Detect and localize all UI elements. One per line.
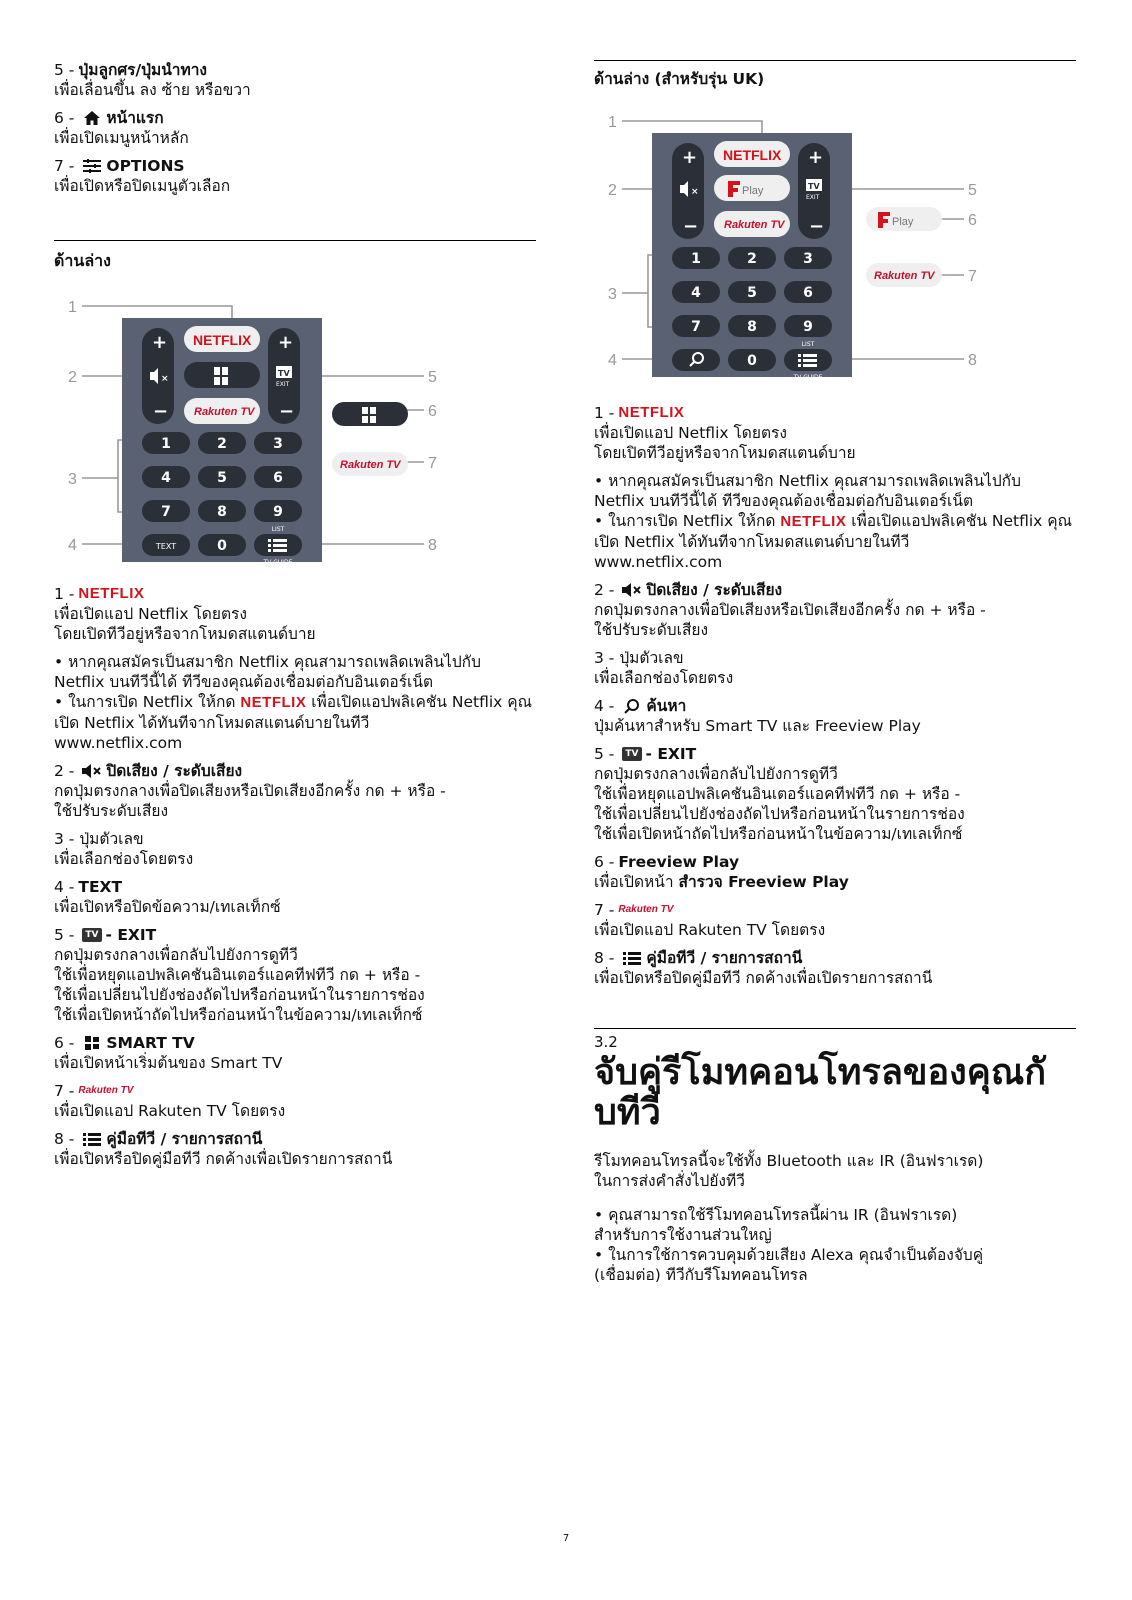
entry-number: 8 - bbox=[594, 949, 615, 967]
bullet-text: • หากคุณสมัครเป็นสมาชิก Netflix คุณสามารถเพลิดเพลินไปกับ Netflix บนทีวีนี้ได้ ทีวีของคุณต้องเชื่อมต่อกับอินเตอร์เน็ต bbox=[594, 472, 1021, 510]
chapter-paragraph: รีโมทคอนโทรลนี้จะใช้ทั้ง Bluetooth และ IR (อินฟราเรด) ในการส่งคำสั่งไปยังทีวี bbox=[594, 1152, 984, 1190]
entry-number-keys bbox=[594, 648, 1076, 688]
entry-title: TEXT bbox=[78, 878, 123, 896]
entry-desc: กดปุ่มตรงกลางเพื่อปิดเสียงหรือเปิดเสียงอีกครั้ง กด + หรือ - bbox=[54, 782, 446, 800]
netflix-logo: NETFLIX bbox=[780, 513, 847, 530]
svg-text:−: − bbox=[153, 401, 169, 422]
entry-arrow-keys bbox=[54, 60, 536, 100]
svg-text:+: + bbox=[278, 332, 294, 353]
entry-desc: เพื่อเลื่อนขึ้น ลง ซ้าย หรือขวา bbox=[54, 81, 251, 99]
bullet-text: • ในการเปิด Netflix ให้กด NETFLIX เพื่อเปิดแอปพลิเคชัน Netflix คุณเปิด Netflix ได้ทันทีจากโหมดสแตนด์บายในทีวี bbox=[594, 512, 1072, 551]
section-title: ด้านล่าง (สำหรับรุ่น UK) bbox=[594, 70, 765, 88]
svg-text:−: − bbox=[809, 216, 825, 237]
entry-options bbox=[54, 156, 536, 196]
svg-text:5: 5 bbox=[747, 285, 757, 301]
entry-number: 7 - bbox=[54, 157, 75, 175]
entry-smart-tv bbox=[54, 1033, 536, 1073]
entry-number-keys bbox=[54, 829, 536, 869]
netflix-logo: NETFLIX bbox=[240, 694, 307, 711]
entry-desc: เพื่อเปิดแอป Rakuten TV โดยตรง bbox=[54, 1102, 286, 1120]
entry-desc: ใช้เพื่อเปลี่ยนไปยังช่องถัดไปหรือก่อนหน้าในรายการช่อง bbox=[54, 986, 425, 1004]
svg-text:−: − bbox=[683, 216, 699, 237]
rakuten-logo: Rakuten TV bbox=[618, 904, 674, 915]
entry-number: 6 - bbox=[594, 853, 615, 871]
svg-text:+: + bbox=[152, 332, 168, 353]
svg-text:+: + bbox=[682, 147, 698, 168]
entry-desc: เพื่อเปิดหรือปิดเมนูตัวเลือก bbox=[54, 177, 231, 195]
svg-text:+: + bbox=[808, 147, 824, 168]
entry-number: 2 - bbox=[594, 581, 615, 599]
entry-number: 5 - bbox=[54, 61, 75, 79]
chapter-bullets: • คุณสามารถใช้รีโมทคอนโทรลนี้ผ่าน IR (อินฟราเรด) สำหรับการใช้งานส่วนใหญ่ • ในการใช้การควบคุมด้วยเสียง Alexa คุณจำเป็นต้องจับคู่ (เชื่อมต่อ) ทีวีกับรีโมทคอนโทรล bbox=[594, 1206, 984, 1284]
entry-number: 5 - bbox=[594, 745, 615, 763]
entry-desc: เพื่อเปิดหน้า สำรวจ Freeview Play bbox=[594, 873, 849, 891]
chapter-number: 3.2 bbox=[594, 1028, 1076, 1051]
svg-text:7: 7 bbox=[161, 504, 171, 520]
entry-netflix bbox=[54, 584, 536, 753]
entry-volume bbox=[594, 580, 1076, 640]
svg-text:0: 0 bbox=[217, 538, 227, 554]
svg-text:8: 8 bbox=[968, 352, 977, 369]
remote-diagram-uk bbox=[594, 107, 1076, 381]
entry-desc: กดปุ่มตรงกลางเพื่อกลับไปยังการดูทีวี bbox=[54, 946, 298, 964]
tv-icon: TV bbox=[622, 747, 641, 761]
entry-number: 5 - bbox=[54, 926, 75, 944]
entry-desc: เพื่อเปิดหรือปิดคู่มือทีวี กดค้างเพื่อเปิดรายการสถานี bbox=[54, 1150, 393, 1168]
svg-text:2: 2 bbox=[217, 436, 227, 452]
right-column bbox=[594, 60, 1076, 1293]
callout-4: 4 bbox=[68, 537, 77, 554]
svg-text:4: 4 bbox=[691, 285, 701, 301]
entry-number: 1 - bbox=[594, 404, 615, 422]
tv-icon: TV bbox=[82, 928, 101, 942]
bullet-text: • หากคุณสมัครเป็นสมาชิก Netflix คุณสามารถเพลิดเพลินไปกับ Netflix บนทีวีนี้ได้ ทีวีของคุณต้องเชื่อมต่อกับอินเตอร์เน็ต bbox=[54, 653, 481, 691]
svg-text:TV: TV bbox=[278, 369, 290, 378]
svg-text:TV GUIDE: TV GUIDE bbox=[263, 559, 293, 566]
svg-text:Rakuten TV: Rakuten TV bbox=[724, 219, 785, 231]
svg-text:4: 4 bbox=[608, 352, 617, 369]
options-icon bbox=[82, 157, 102, 175]
netflix-logo: NETFLIX bbox=[78, 585, 145, 602]
entry-desc: เพื่อเปิดแอป Netflix โดยตรง bbox=[54, 605, 247, 623]
entry-desc: ใช้เพื่อหยุดแอปพลิเคชันอินเตอร์แอคทีฟทีวี กด + หรือ - bbox=[54, 966, 421, 984]
entry-number: 6 - bbox=[54, 109, 75, 127]
entry-number: 1 - bbox=[54, 585, 75, 603]
entry-title: - EXIT bbox=[105, 926, 157, 944]
svg-text:Rakuten TV: Rakuten TV bbox=[340, 459, 401, 471]
entry-rakuten bbox=[54, 1081, 536, 1121]
callout-1: 1 bbox=[68, 299, 77, 316]
svg-text:6: 6 bbox=[968, 212, 977, 229]
entry-number: 3 - bbox=[54, 830, 75, 848]
netflix-url: www.netflix.com bbox=[594, 553, 723, 571]
svg-text:2: 2 bbox=[747, 251, 757, 267]
entry-desc: เพื่อเปิดเมนูหน้าหลัก bbox=[54, 129, 189, 147]
entry-rakuten bbox=[594, 900, 1076, 940]
svg-text:2: 2 bbox=[608, 182, 617, 199]
entry-number: 7 - bbox=[54, 1082, 75, 1100]
entry-home bbox=[54, 108, 536, 148]
home-icon bbox=[82, 109, 102, 127]
left-column bbox=[54, 60, 536, 1177]
entry-desc: เพื่อเลือกช่องโดยตรง bbox=[54, 850, 194, 868]
section-title: ด้านล่าง bbox=[54, 240, 536, 274]
entry-desc: เพื่อเปิดหรือปิดข้อความ/เทเลเท็กซ์ bbox=[54, 898, 281, 916]
entry-number: 8 - bbox=[54, 1130, 75, 1148]
entry-exit bbox=[54, 925, 536, 1025]
entry-freeview-play bbox=[594, 852, 1076, 892]
svg-text:Play: Play bbox=[742, 185, 764, 197]
entry-tv-guide bbox=[594, 948, 1076, 988]
entry-desc: กดปุ่มตรงกลางเพื่อกลับไปยังการดูทีวี bbox=[594, 765, 838, 783]
entry-desc: เพื่อเปิดแอป Netflix โดยตรง bbox=[594, 424, 787, 442]
entry-number: 7 - bbox=[594, 901, 615, 919]
netflix-logo: NETFLIX bbox=[618, 404, 685, 421]
entry-desc: ใช้เพื่อเปิดหน้าถัดไปหรือก่อนหน้าในข้อความ/เทเลเท็กซ์ bbox=[54, 1006, 423, 1024]
rakuten-key: Rakuten TV bbox=[194, 406, 255, 418]
svg-text:3: 3 bbox=[803, 251, 813, 267]
netflix-key: NETFLIX bbox=[193, 332, 252, 348]
bullet-text: • ในการเปิด Netflix ให้กด NETFLIX เพื่อเปิดแอปพลิเคชัน Netflix คุณเปิด Netflix ได้ทันทีจากโหมดสแตนด์บายในทีวี bbox=[54, 693, 532, 732]
entry-title: คู่มือทีวี / รายการสถานี bbox=[106, 1130, 263, 1148]
svg-text:EXIT: EXIT bbox=[806, 194, 820, 201]
entry-number: 2 - bbox=[54, 762, 75, 780]
entry-title: ค้นหา bbox=[646, 697, 687, 715]
svg-text:8: 8 bbox=[747, 319, 757, 335]
entry-desc: ใช้ปรับระดับเสียง bbox=[594, 621, 709, 639]
entry-desc: เพื่อเปิดแอป Rakuten TV โดยตรง bbox=[594, 921, 826, 939]
entry-number: 3 - bbox=[594, 649, 615, 667]
netflix-url: www.netflix.com bbox=[54, 734, 183, 752]
entry-desc: ใช้เพื่อเปลี่ยนไปยังช่องถัดไปหรือก่อนหน้าในรายการช่อง bbox=[594, 805, 965, 823]
svg-text:1: 1 bbox=[608, 114, 617, 131]
svg-text:8: 8 bbox=[217, 504, 227, 520]
svg-text:Play: Play bbox=[892, 216, 914, 228]
svg-text:4: 4 bbox=[161, 470, 171, 486]
svg-text:×: × bbox=[691, 187, 699, 197]
entry-title: ปุ่มตัวเลข bbox=[79, 830, 144, 848]
entry-desc: ใช้ปรับระดับเสียง bbox=[54, 802, 169, 820]
svg-text:9: 9 bbox=[273, 504, 283, 520]
svg-text:EXIT: EXIT bbox=[276, 381, 290, 388]
entry-title: ปิดเสียง / ระดับเสียง bbox=[646, 581, 783, 599]
entry-text bbox=[54, 877, 536, 917]
entry-number: 4 - bbox=[594, 697, 615, 715]
svg-text:LIST: LIST bbox=[271, 526, 285, 533]
svg-text:3: 3 bbox=[273, 436, 283, 452]
entry-volume bbox=[54, 761, 536, 821]
entry-desc: โดยเปิดทีวีอยู่หรือจากโหมดสแตนด์บาย bbox=[54, 625, 316, 643]
svg-text:6: 6 bbox=[273, 470, 283, 486]
remote-diagram bbox=[54, 292, 536, 566]
svg-text:0: 0 bbox=[747, 353, 757, 369]
callout-5: 5 bbox=[428, 369, 437, 386]
page-number: 7 bbox=[562, 1533, 570, 1544]
svg-text:7: 7 bbox=[968, 268, 977, 285]
entry-desc: ปุ่มค้นหาสำหรับ Smart TV และ Freeview Play bbox=[594, 717, 921, 735]
svg-text:−: − bbox=[279, 401, 295, 422]
entry-tv-guide bbox=[54, 1129, 536, 1169]
svg-text:7: 7 bbox=[691, 319, 701, 335]
svg-text:1: 1 bbox=[161, 436, 171, 452]
entry-number: 4 - bbox=[54, 878, 75, 896]
mute-icon bbox=[622, 581, 642, 599]
callout-2: 2 bbox=[68, 369, 77, 386]
rakuten-logo: Rakuten TV bbox=[78, 1085, 134, 1096]
entry-desc: ใช้เพื่อเปิดหน้าถัดไปหรือก่อนหน้าในข้อความ/เทเลเท็กซ์ bbox=[594, 825, 963, 843]
entry-netflix bbox=[594, 403, 1076, 572]
entry-title: หน้าแรก bbox=[106, 109, 164, 127]
entry-title: SMART TV bbox=[106, 1034, 195, 1052]
svg-text:6: 6 bbox=[803, 285, 813, 301]
chapter-title: จับคู่รีโมทคอนโทรลของคุณกั บทีวี bbox=[594, 1052, 1047, 1133]
tv-guide-icon bbox=[82, 1130, 102, 1148]
mute-icon bbox=[82, 762, 102, 780]
entry-desc: เพื่อเลือกช่องโดยตรง bbox=[594, 669, 734, 687]
svg-text:1: 1 bbox=[691, 251, 701, 267]
tv-guide-icon bbox=[622, 949, 642, 967]
entry-title: ปิดเสียง / ระดับเสียง bbox=[106, 762, 243, 780]
entry-exit bbox=[594, 744, 1076, 844]
tv-guide-icon bbox=[268, 539, 287, 552]
svg-text:5: 5 bbox=[217, 470, 227, 486]
entry-title: Freeview Play bbox=[618, 853, 740, 871]
entry-title: ปุ่มตัวเลข bbox=[619, 649, 684, 667]
entry-desc: โดยเปิดทีวีอยู่หรือจากโหมดสแตนด์บาย bbox=[594, 444, 856, 462]
svg-text:Rakuten TV: Rakuten TV bbox=[874, 270, 935, 282]
entry-search bbox=[594, 696, 1076, 736]
entry-title: - EXIT bbox=[645, 745, 697, 763]
entry-desc: เพื่อเปิดหน้าเริ่มต้นของ Smart TV bbox=[54, 1054, 283, 1072]
entry-desc: กดปุ่มตรงกลางเพื่อปิดเสียงหรือเปิดเสียงอีกครั้ง กด + หรือ - bbox=[594, 601, 986, 619]
entry-title: OPTIONS bbox=[106, 157, 185, 175]
callout-7: 7 bbox=[428, 455, 437, 472]
entry-desc: เพื่อเปิดหรือปิดคู่มือทีวี กดค้างเพื่อเปิดรายการสถานี bbox=[594, 969, 933, 987]
callout-8: 8 bbox=[428, 537, 437, 554]
svg-text:TV GUIDE: TV GUIDE bbox=[793, 374, 823, 381]
callout-6: 6 bbox=[428, 403, 437, 420]
entry-desc: ใช้เพื่อหยุดแอปพลิเคชันอินเตอร์แอคทีฟทีวี กด + หรือ - bbox=[594, 785, 961, 803]
svg-text:LIST: LIST bbox=[801, 341, 815, 348]
svg-text:3: 3 bbox=[608, 286, 617, 303]
svg-text:×: × bbox=[161, 374, 169, 384]
entry-title: คู่มือทีวี / รายการสถานี bbox=[646, 949, 803, 967]
callout-3: 3 bbox=[68, 471, 77, 488]
search-icon bbox=[622, 697, 642, 715]
netflix-key: NETFLIX bbox=[723, 147, 782, 163]
smart-tv-icon bbox=[82, 1034, 102, 1052]
svg-text:TV: TV bbox=[808, 182, 820, 191]
text-key: TEXT bbox=[155, 542, 177, 551]
entry-number: 6 - bbox=[54, 1034, 75, 1052]
entry-title: ปุ่มลูกศร/ปุ่มนำทาง bbox=[78, 61, 207, 79]
svg-text:5: 5 bbox=[968, 182, 977, 199]
svg-text:9: 9 bbox=[803, 319, 813, 335]
